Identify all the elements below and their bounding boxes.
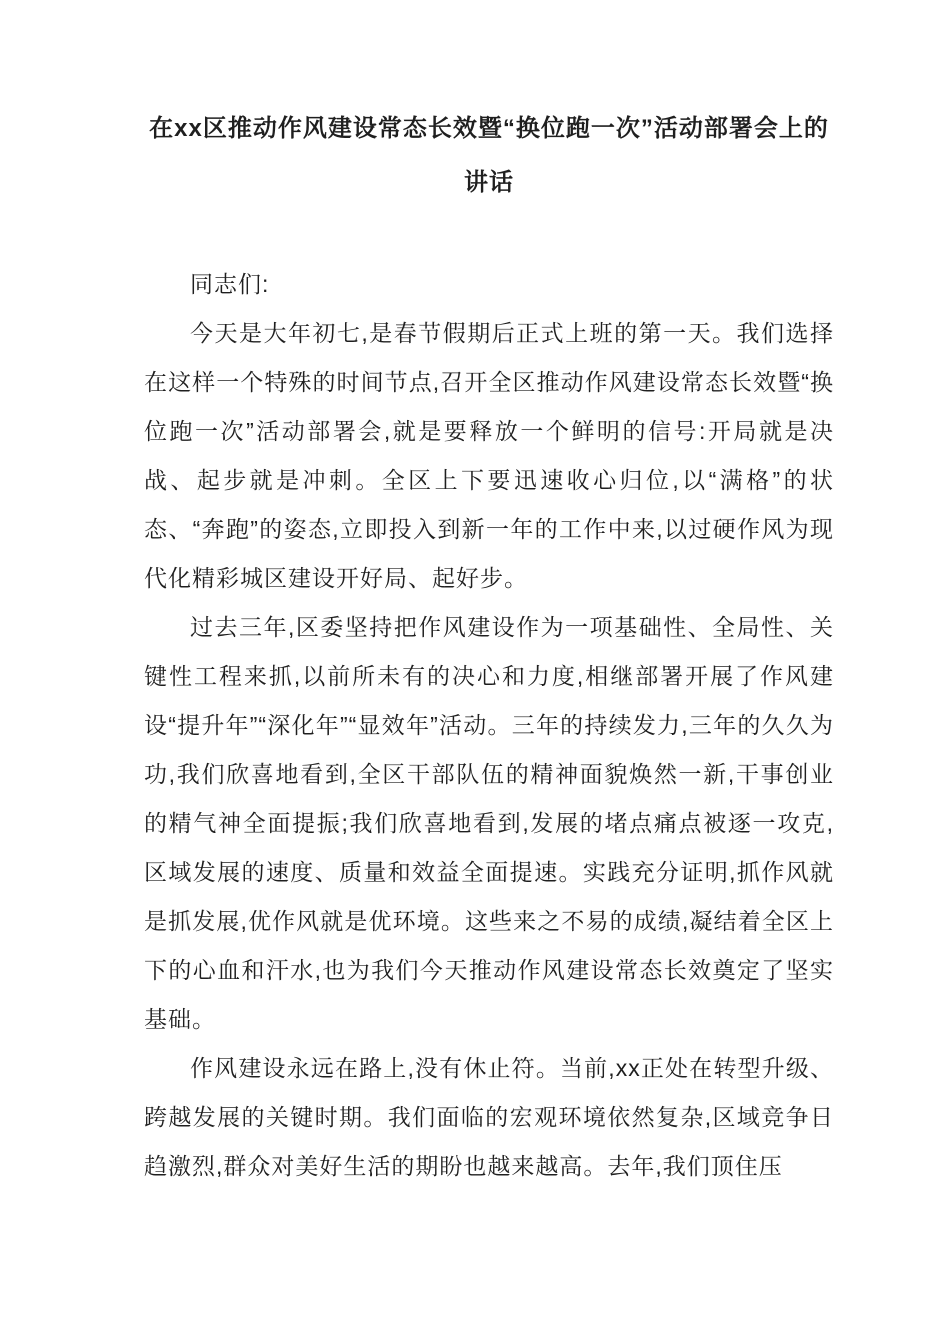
paragraph-opening: 今天是大年初七,是春节假期后正式上班的第一天。我们选择在这样一个特殊的时间节点,召开全区推动作风建设常态长效暨“换位跑一次”活动部署会,就是要释放一个鲜明的信号:开局就是决战、起步就是冲刺。全区上下要迅速收心归位,以“满格”的状态、“奔跑”的姿态,立即投入到新一年的工作中来,以过硬作风为现代化精彩城区建设开好局、起好步。 [144,320,834,591]
paragraph-review: 过去三年,区委坚持把作风建设作为一项基础性、全局性、关键性工程来抓,以前所未有的决心和力度,相继部署开展了作风建设“提升年”“深化年”“显效年”活动。三年的持续发力,三年的久久为功,我们欣喜地看到,全区干部队伍的精神面貌焕然一新,干事创业的精气神全面提振;我们欣喜地看到,发展的堵点痛点被逐一攻克,区域发展的速度、质量和效益全面提速。实践充分证明,抓作风就是抓发展,优作风就是优环境。这些来之不易的成绩,凝结着全区上下的心血和汗水,也为我们今天推动作风建设常态长效奠定了坚实基础。 [144,614,834,1032]
document-body [144,260,834,1191]
document-title: 在xx区推动作风建设常态长效暨“换位跑一次”活动部署会上的讲话 [149,115,829,196]
paragraph-outlook-truncated: 作风建设永远在路上,没有休止符。当前,xx正处在转型升级、跨越发展的关键时期。我们面临的宏观环境依然复杂,区域竞争日趋激烈,群众对美好生活的期盼也越来越高。去年,我们顶住压 [144,1055,834,1179]
salutation: 同志们: [190,271,270,297]
